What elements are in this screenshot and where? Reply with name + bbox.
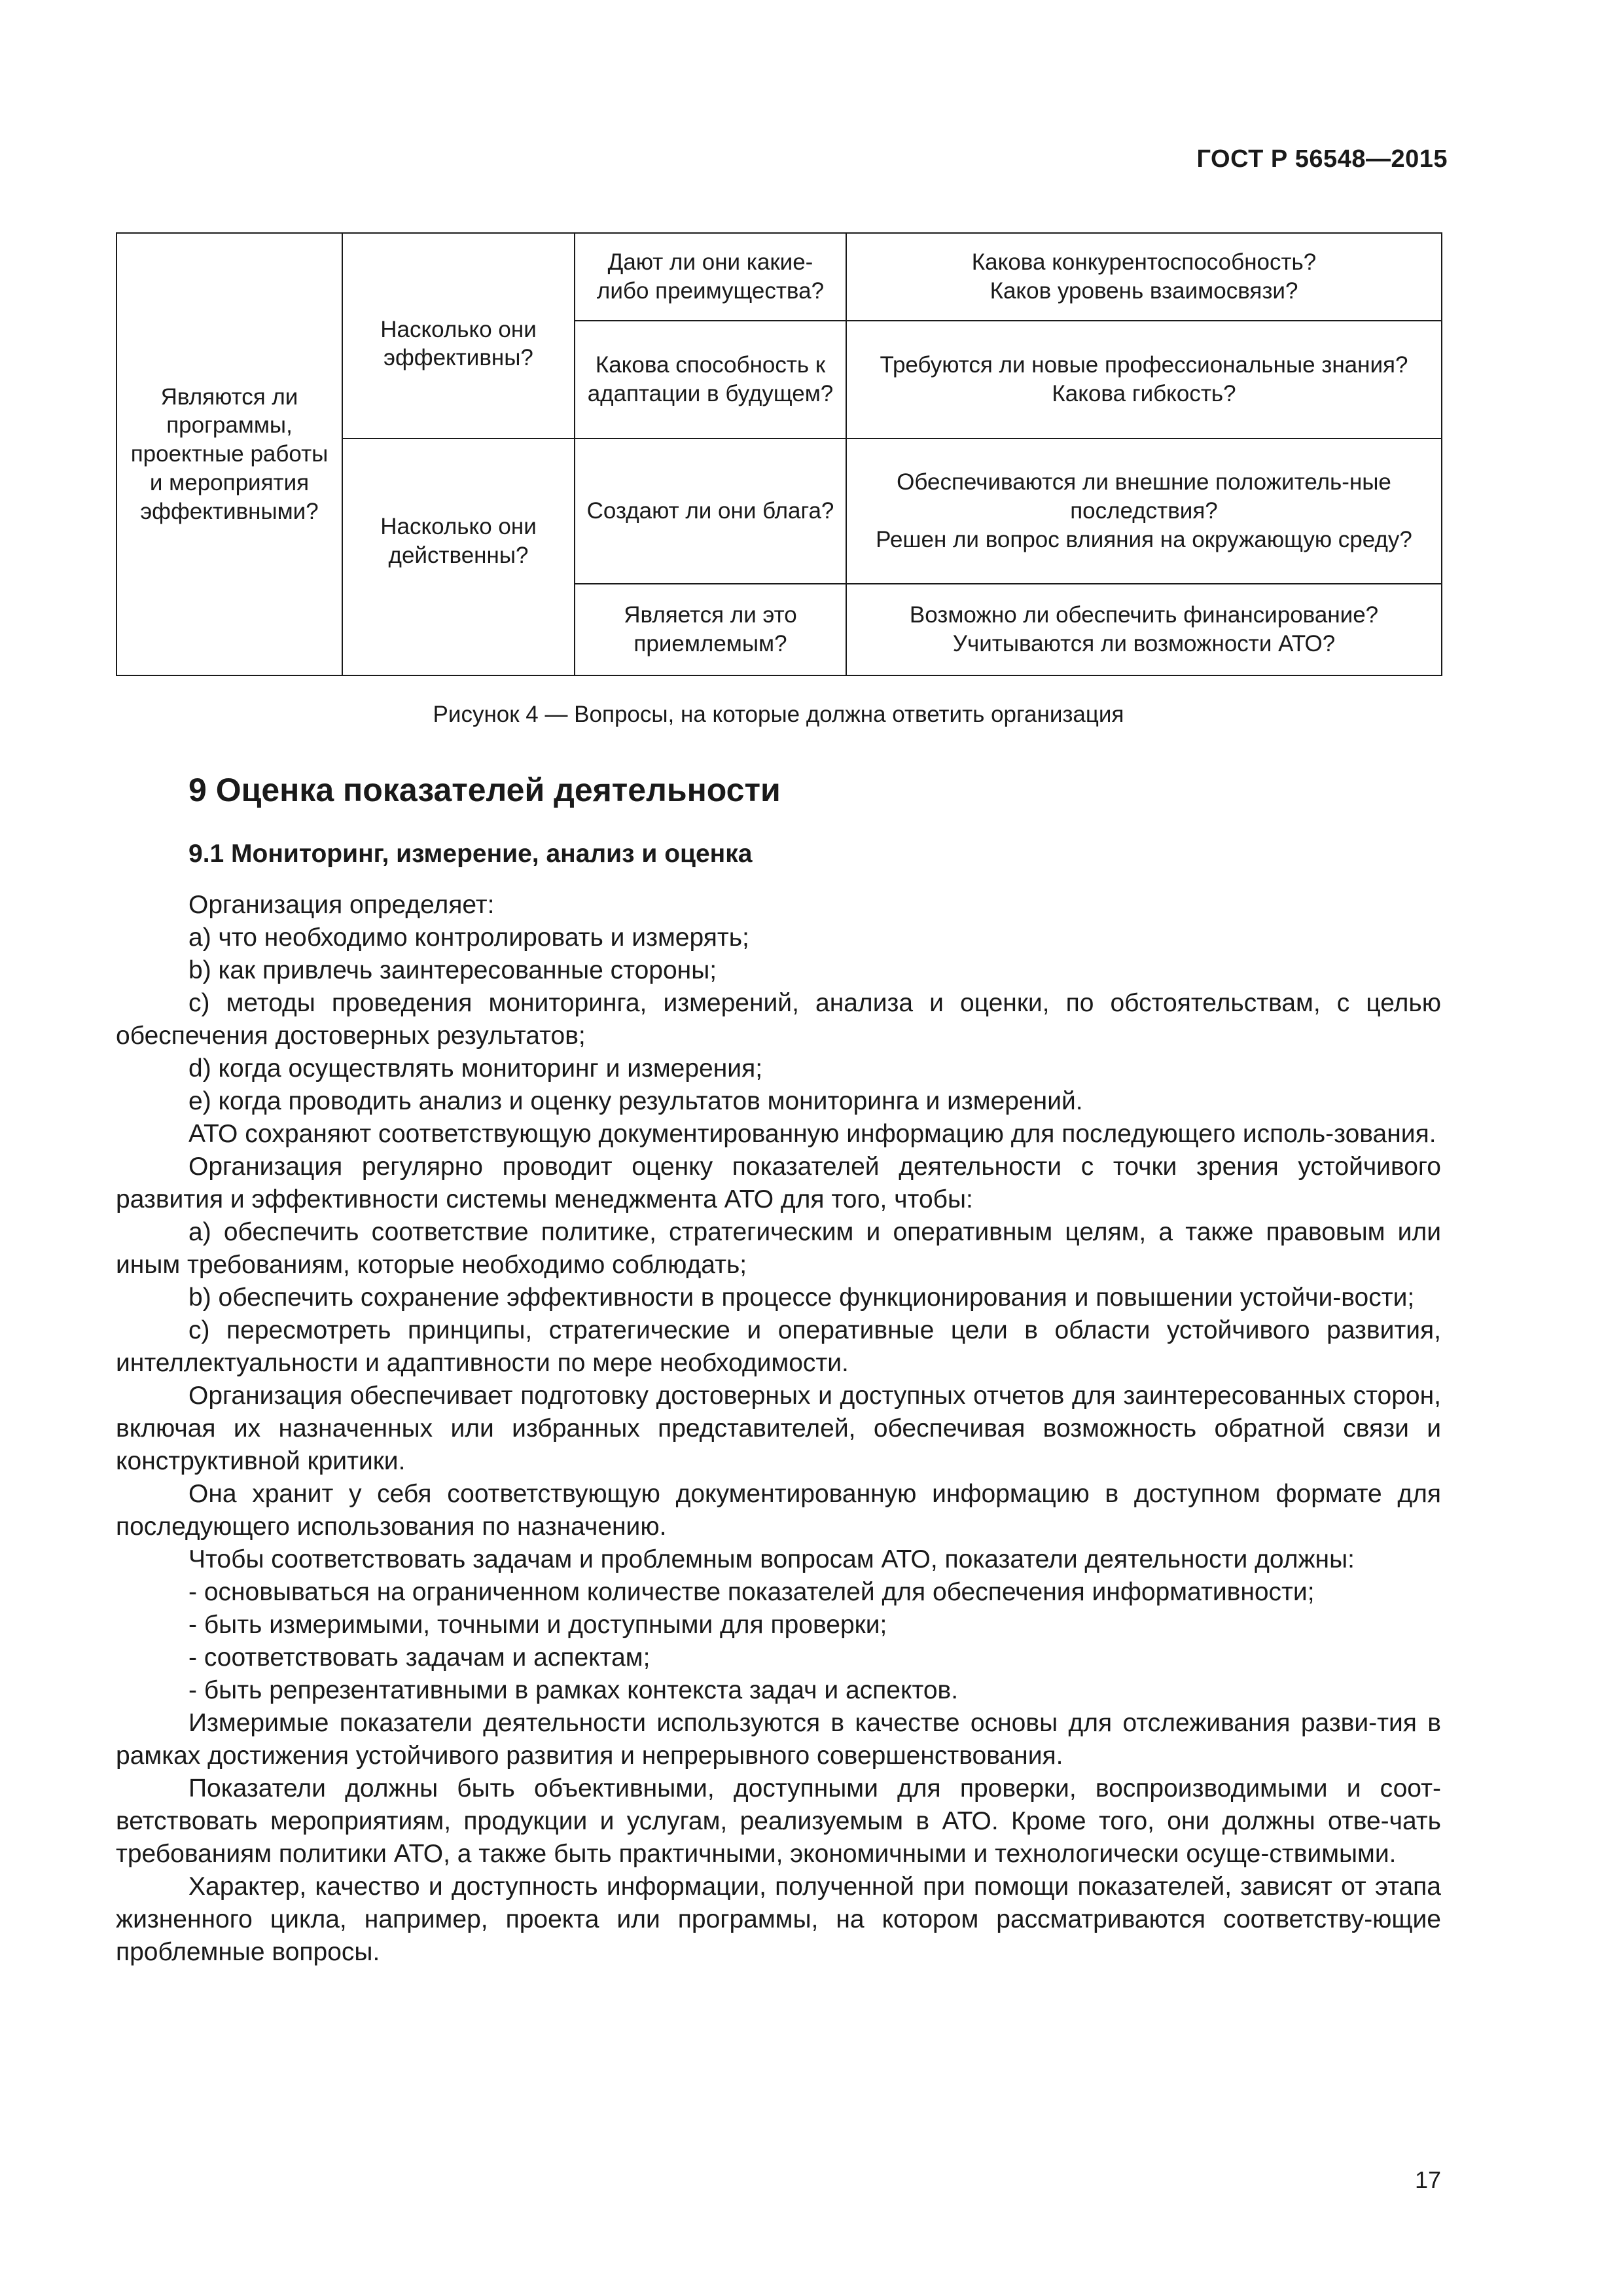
list-item: - основываться на ограниченном количестве показателей для обеспечения информативности; xyxy=(188,1578,1315,1606)
answer-line: Обеспечиваются ли внешние положитель-ные последствия? xyxy=(897,469,1391,524)
figure-caption: Рисунок 4 — Вопросы, на которые должна ответить организация xyxy=(433,702,1124,727)
paragraph: Чтобы соответствовать задачам и проблемным вопросам АТО, показатели деятельности должны: xyxy=(188,1545,1355,1573)
question-cell: Создают ли они блага? xyxy=(575,439,846,584)
paragraph: Организация определяет: xyxy=(188,891,495,919)
paragraph: Организация регулярно проводит оценку показателей деятельности с точки зрения устойчивого развития и эффективности системы менеджмента АТО для того, чтобы: xyxy=(116,1153,1441,1213)
answer-line: Учитываются ли возможности АТО? xyxy=(952,631,1336,656)
list-item: b) как привлечь заинтересованные стороны; xyxy=(188,956,717,984)
body-text xyxy=(116,889,1441,1969)
answer-line: Какова конкурентоспособность? xyxy=(971,249,1317,276)
answer-cell xyxy=(846,439,1442,584)
answer-line: Решен ли вопрос влияния на окружающую среду? xyxy=(876,526,1412,552)
paragraph: Показатели должны быть объективными, доступными для проверки, воспроизводимыми и соот-ветствовать мероприятиям, продукции и услугам, реализуемым в АТО. Кроме того, они должны отве-чать требованиям политики АТО, а также быть практичными, экономичными и технологически осуще-ствимыми. xyxy=(116,1774,1441,1868)
figure-4-table xyxy=(116,232,1442,676)
question-effectiveness-cell: Насколько они эффективны? xyxy=(342,233,575,439)
list-item: b) обеспечить сохранение эффективности в процессе функционирования и повышении устойчи-вости; xyxy=(188,1283,1415,1312)
question-main-cell: Являются ли программы, проектные работы и мероприятия эффективными? xyxy=(116,233,342,675)
question-efficiency-cell: Насколько они действенны? xyxy=(342,439,575,675)
question-cell: Какова способность к адаптации в будущем? xyxy=(575,321,846,439)
subsection-title: 9.1 Мониторинг, измерение, анализ и оценка xyxy=(188,840,753,868)
answer-cell xyxy=(846,321,1442,439)
answer-cell xyxy=(846,584,1442,675)
paragraph: Организация обеспечивает подготовку достоверных и доступных отчетов для заинтересованных сторон, включая их назначенных или избранных представителей, обеспечивая возможность обратной связи и конструктивной критики. xyxy=(116,1382,1441,1475)
standard-code: ГОСТ Р 56548—2015 xyxy=(1196,145,1448,173)
answer-line: Какова гибкость? xyxy=(1052,381,1236,406)
list-item: а) обеспечить соответствие политике, стратегическим и оперативным целям, а также правовым или иным требованиям, которые необходимо соблюдать; xyxy=(116,1218,1441,1279)
question-cell: Является ли это приемлемым? xyxy=(575,584,846,675)
list-item: - быть измеримыми, точными и доступными для проверки; xyxy=(188,1611,887,1639)
question-cell: Дают ли они какие-либо преимущества? xyxy=(575,233,846,321)
answer-cell xyxy=(846,233,1442,321)
list-item: с) методы проведения мониторинга, измерений, анализа и оценки, по обстоятельствам, с целью обеспечения достоверных результатов; xyxy=(116,989,1441,1050)
answer-line: Возможно ли обеспечить финансирование? xyxy=(909,602,1379,628)
list-item: с) пересмотреть принципы, стратегические и оперативные цели в области устойчивого развития, интеллектуальности и адаптивности по мере необходимости. xyxy=(116,1316,1441,1377)
list-item: d) когда осуществлять мониторинг и измерения; xyxy=(188,1054,763,1083)
list-item: а) что необходимо контролировать и измерять; xyxy=(188,924,749,952)
list-item: - соответствовать задачам и аспектам; xyxy=(188,1643,651,1672)
answer-line: Каков уровень взаимосвязи? xyxy=(990,278,1298,304)
paragraph: АТО сохраняют соответствующую документированную информацию для последующего исполь-зования. xyxy=(188,1120,1436,1148)
list-item: - быть репрезентативными в рамках контекста задач и аспектов. xyxy=(188,1676,959,1704)
section-title: 9 Оценка показателей деятельности xyxy=(188,772,781,808)
table-row xyxy=(116,233,1442,321)
paragraph: Измеримые показатели деятельности используются в качестве основы для отслеживания разви-тия в рамках достижения устойчивого развития и непрерывного совершенствования. xyxy=(116,1709,1441,1770)
paragraph: Характер, качество и доступность информации, полученной при помощи показателей, зависят от этапа жизненного цикла, например, проекта или программы, на котором рассматриваются соответству-ющие проблемные вопросы. xyxy=(116,1873,1441,1966)
paragraph: Она хранит у себя соответствующую документированную информацию в доступном формате для последующего использования по назначению. xyxy=(116,1480,1441,1541)
list-item: е) когда проводить анализ и оценку результатов мониторинга и измерений. xyxy=(188,1087,1083,1115)
page-number: 17 xyxy=(1414,2166,1441,2193)
answer-line: Требуются ли новые профессиональные знания? xyxy=(880,352,1408,378)
